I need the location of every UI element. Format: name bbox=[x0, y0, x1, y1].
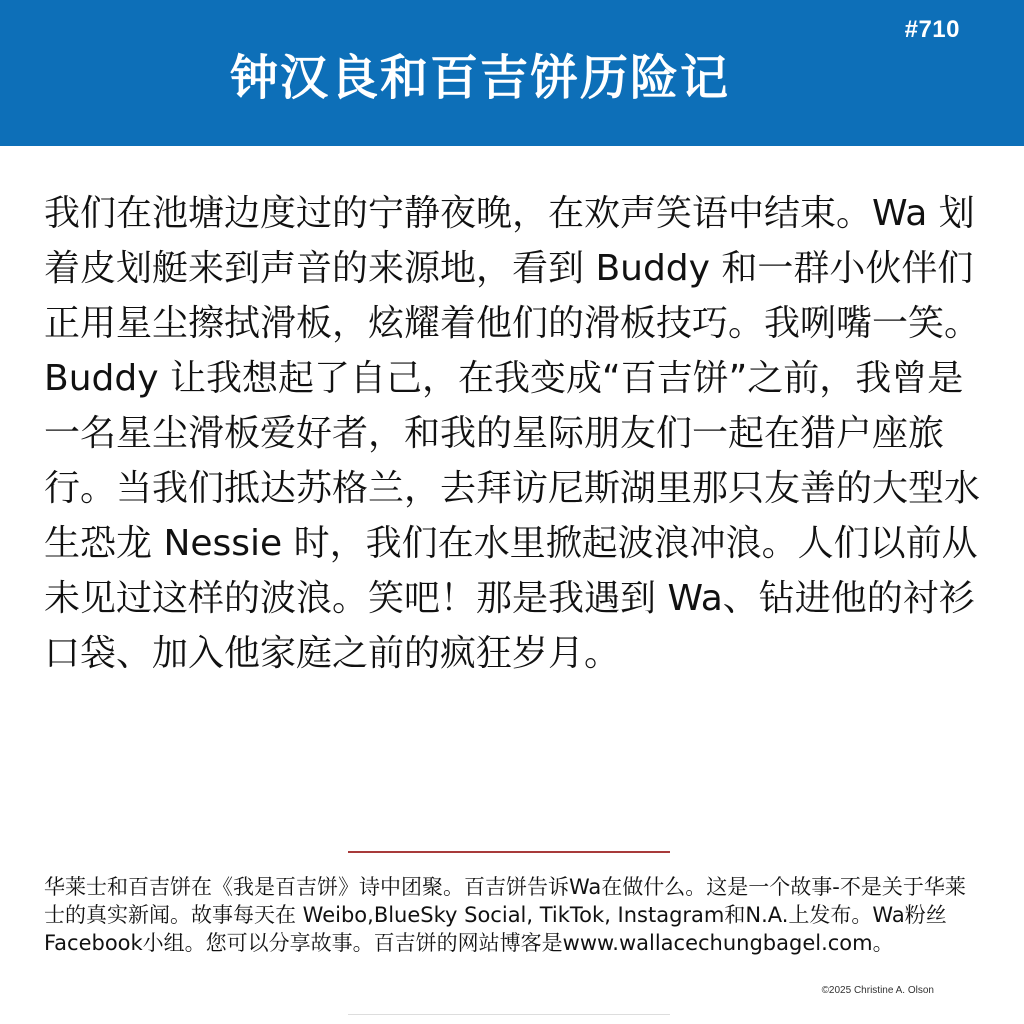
footer-divider bbox=[348, 851, 670, 853]
page-title: 钟汉良和百吉饼历险记 bbox=[229, 50, 730, 106]
header-banner bbox=[0, 0, 1024, 146]
story-text: 我们在池塘边度过的宁静夜晚，在欢声笑语中结束。Wa 划着皮划艇来到声音的来源地，看到 Buddy 和一群小伙伴们正用星尘擦拭滑板，炫耀着他们的滑板技巧。我咧嘴一笑。Buddy 让我想起了自己，在我变成“百吉饼”之前，我曾是一名星尘滑板爱好者，和我的星际朋友们一起在猎户座旅行。当我们抵达苏格兰，去拜访尼斯湖里那只友善的大型水生恐龙 Nessie 时，我们在水里掀起波浪冲浪。人们以前从未见过这样的波浪。笑吧！那是我遇到 Wa、钻进他的衬衫口袋、加入他家庭之前的疯狂岁月。 bbox=[44, 193, 981, 674]
copyright-notice: ©2025 Christine A. Olson bbox=[821, 985, 934, 996]
footer-note: 华莱士和百吉饼在《我是百吉饼》诗中团聚。百吉饼告诉Wa在做什么。这是一个故事-不是关于华莱士的真实新闻。故事每天在 Weibo,BlueSky Social, TikTok, Instagram和N.A.上发布。Wa粉丝Facebook小组。您可以分享故事。百吉饼的网站博客是www.wallacechungbagel.com。 bbox=[44, 875, 966, 955]
bottom-divider bbox=[348, 1014, 670, 1015]
episode-number: #710 bbox=[904, 16, 960, 43]
